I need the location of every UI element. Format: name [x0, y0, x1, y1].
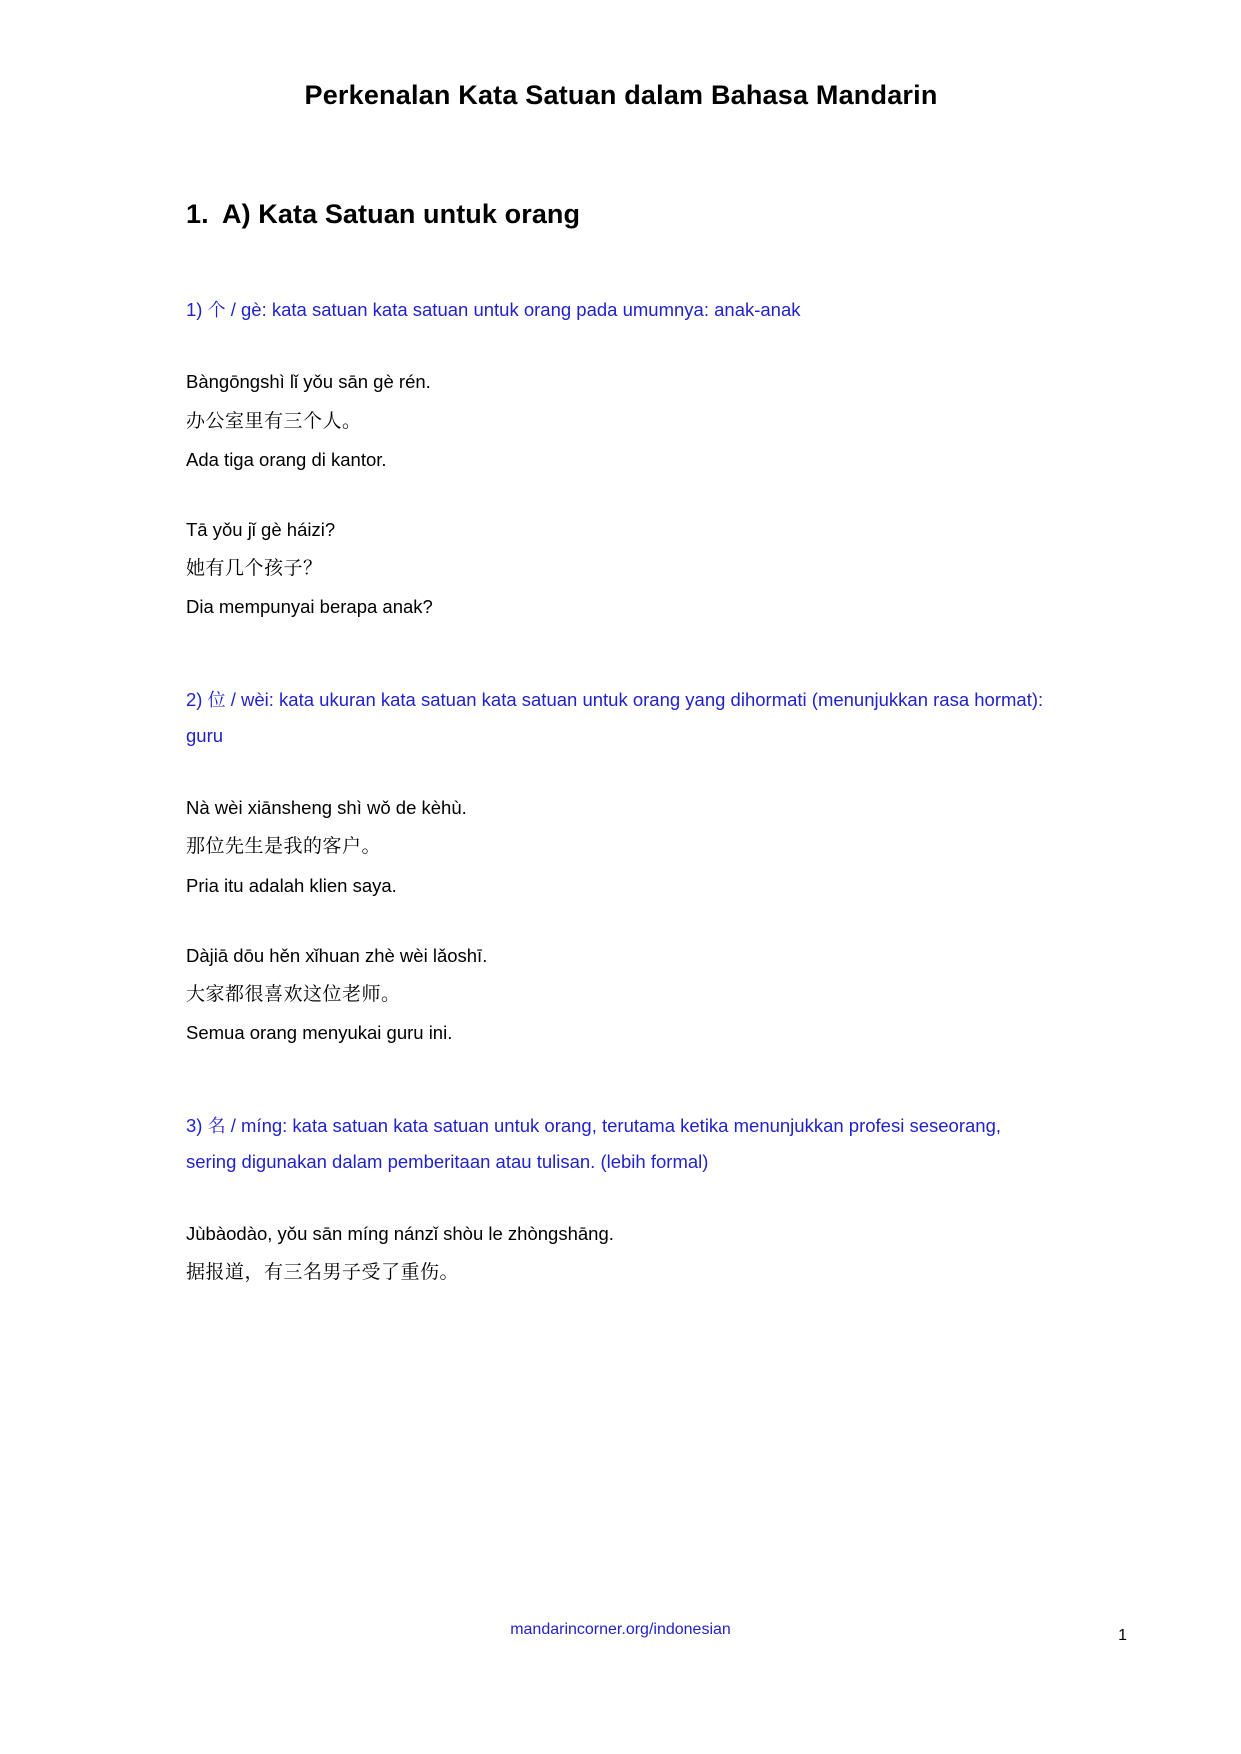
- example-translation: Semua orang menyukai guru ini.: [186, 1022, 453, 1044]
- example-pinyin: Tā yǒu jǐ gè háizi?: [186, 518, 336, 540]
- example-pinyin: Bàngōngshì lǐ yǒu sān gè rén.: [186, 371, 431, 393]
- entry-3-heading: [186, 1108, 1056, 1180]
- example-pinyin: Jùbàodào, yǒu sān míng nánzǐ shòu le zhòngshāng.: [186, 1222, 614, 1244]
- section-heading: [186, 199, 1056, 230]
- page-number: 1: [1118, 1627, 1127, 1644]
- entry-3-separator: /: [230, 1114, 236, 1136]
- entry-1-example-1: [186, 370, 1056, 472]
- example-hanzi: 她有几个孩子？: [186, 557, 323, 580]
- example-hanzi: 办公室里有三个人。: [186, 409, 362, 432]
- section-title: A) Kata Satuan untuk orang: [222, 199, 581, 229]
- example-hanzi: 那位先生是我的客户。: [186, 835, 382, 858]
- page-footer: [0, 1621, 1241, 1651]
- example-translation: Dia mempunyai berapa anak?: [186, 596, 433, 618]
- entry-2-definition: wèi: kata ukuran kata satuan kata satuan untuk orang yang dihormati (menunjukkan rasa hormat): guru: [186, 688, 1044, 746]
- entry-2-example-2: [186, 944, 1056, 1046]
- entry-1: [186, 292, 1056, 620]
- entry-1-separator: /: [230, 299, 236, 320]
- example-pinyin: Nà wèi xiānsheng shì wǒ de kèhù.: [186, 797, 467, 819]
- entry-1-definition: gè: kata satuan kata satuan untuk orang pada umumnya: anak-anak: [241, 299, 801, 320]
- entry-2-example-1: [186, 796, 1056, 898]
- example-hanzi: 大家都很喜欢这位老师。: [186, 983, 401, 1006]
- entry-2-label: 2): [186, 688, 203, 710]
- example-translation: Ada tiga orang di kantor.: [186, 448, 387, 470]
- entry-1-example-2: [186, 518, 1056, 620]
- entry-1-character: 个: [207, 300, 226, 321]
- section-number: 1.: [186, 199, 209, 229]
- page-title: Perkenalan Kata Satuan dalam Bahasa Mandarin: [304, 80, 938, 110]
- entry-3: [186, 1108, 1056, 1286]
- entry-3-character: 名: [207, 1115, 226, 1137]
- entry-2-separator: /: [230, 688, 236, 710]
- example-translation: Pria itu adalah klien saya.: [186, 874, 397, 896]
- entry-2: [186, 682, 1056, 1046]
- entry-1-label: 1): [186, 299, 203, 320]
- footer-website-link[interactable]: mandarincorner.org/indonesian: [510, 1621, 731, 1638]
- entry-3-definition: míng: kata satuan kata satuan untuk orang, terutama ketika menunjukkan profesi seseorang, sering digunakan dalam pemberitaan atau tulisan. (lebih formal): [186, 1114, 1001, 1172]
- entry-3-label: 3): [186, 1114, 203, 1136]
- example-hanzi: 据报道，有三名男子受了重伤。: [186, 1261, 460, 1284]
- entry-1-heading: [186, 292, 1056, 328]
- entry-2-character: 位: [207, 689, 226, 711]
- document-body: [186, 0, 1056, 1285]
- entry-2-heading: [186, 682, 1056, 754]
- entry-3-example-1: [186, 1222, 1056, 1285]
- example-pinyin: Dàjiā dōu hěn xǐhuan zhè wèi lǎoshī.: [186, 944, 488, 966]
